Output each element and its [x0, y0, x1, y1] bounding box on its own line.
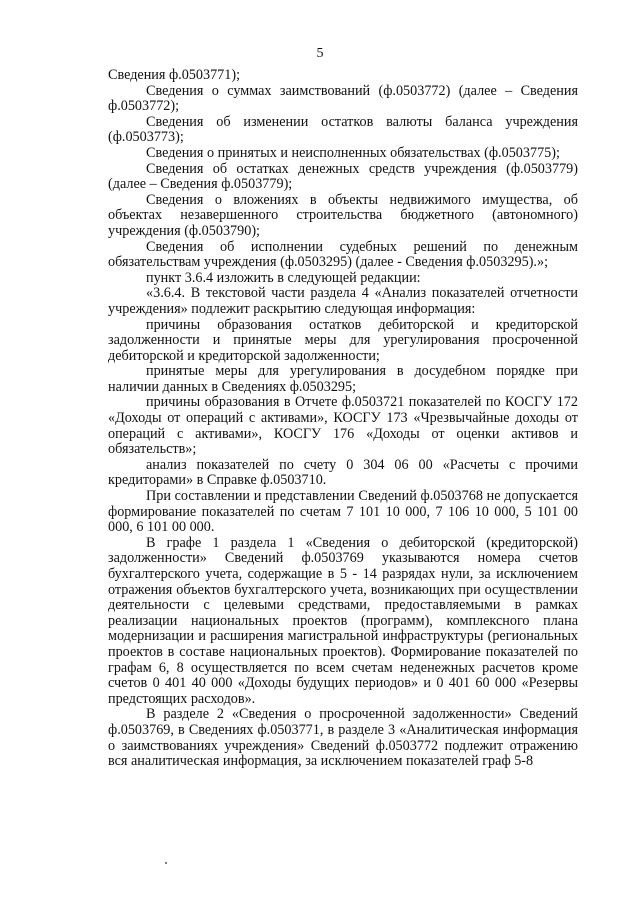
document-body — [108, 68, 578, 770]
paragraph: «3.6.4. В текстовой части раздела 4 «Анализ показателей отчетности учреждения» подлежит раскрытию следующая информация: — [108, 285, 578, 317]
paragraph: Сведения о вложениях в объекты недвижимого имущества, об объектах незавершенного строительства бюджетного (автономного) учреждения (ф.0503790); — [108, 191, 578, 239]
paragraph: причины образования остатков дебиторской и кредиторской задолженности и принятые меры для урегулирования просроченной дебиторской и кредиторской задолженности; — [108, 316, 578, 364]
paragraph: анализ показателей по счету 0 304 06 00 «Расчеты с прочими кредиторами» в Справке ф.0503710. — [108, 456, 578, 489]
paragraph: Сведения об исполнении судебных решений по денежным обязательствам учреждения (ф.0503295) (далее - Сведения ф.0503295).»; — [108, 238, 578, 271]
paragraph: принятые меры для урегулирования в досудебном порядке при наличии данных в Сведениях ф.0503295; — [108, 363, 578, 395]
paragraph: пункт 3.6.4 изложить в следующей редакции: — [146, 269, 421, 286]
paragraph: При составлении и представлении Сведений ф.0503768 не допускается формирование показателей по счетам 7 101 10 000, 7 106 10 000, 5 101 00 000, 6 101 00 000. — [108, 488, 578, 536]
paragraph: В графе 1 раздела 1 «Сведения о дебиторской (кредиторской) задолженности» Сведений ф.0503769 указываются номера счетов бухгалтерского учета, содержащие в 5 - 14 разрядах нули, за исключением отражения объектов бухгалтерского учета, возникающих при осуществлении деятельности с целевыми средствами, предоставляемыми в рамках реализации национальных проектов (программ), комплексного плана модернизации и расширения магистральной инфраструктуры (региональных проектов в составе национальных проектов). Формирование показателей по графам 6, 8 осуществляется по всем счетам неденежных расчетов кроме счетов 0 401 40 000 «Доходы будущих периодов» и 0 401 60 000 «Резервы предстоящих расходов». — [108, 534, 578, 707]
paragraph: Сведения о суммах заимствований (ф.0503772) (далее – Сведения ф.0503772); — [108, 82, 578, 115]
page-number: 5 — [316, 46, 324, 61]
paragraph: причины образования в Отчете ф.0503721 показателей по КОСГУ 172 «Доходы от операций с активами», КОСГУ 173 «Чрезвычайные доходы от операций с активами», КОСГУ 176 «Доходы от оценки активов и обязательств»; — [108, 394, 578, 458]
paragraph: Сведения об остатках денежных средств учреждения (ф.0503779) (далее – Сведения ф.0503779); — [108, 160, 578, 193]
paragraph: В разделе 2 «Сведения о просроченной задолженности» Сведений ф.0503769, в Сведениях ф.0503771, в разделе 3 «Аналитическая информация о заимствованиях учреждения» Сведений ф.0503772 подлежит отражению вся аналитическая информация, за исключением показателей граф 5-8 — [108, 706, 578, 770]
paragraph: Сведения о принятых и неисполненных обязательствах (ф.0503775); — [146, 144, 560, 161]
paragraph: Сведения ф.0503771); — [108, 67, 241, 83]
paragraph: Сведения об изменении остатков валюты баланса учреждения (ф.0503773); — [108, 113, 578, 146]
scan-speck — [165, 862, 167, 864]
